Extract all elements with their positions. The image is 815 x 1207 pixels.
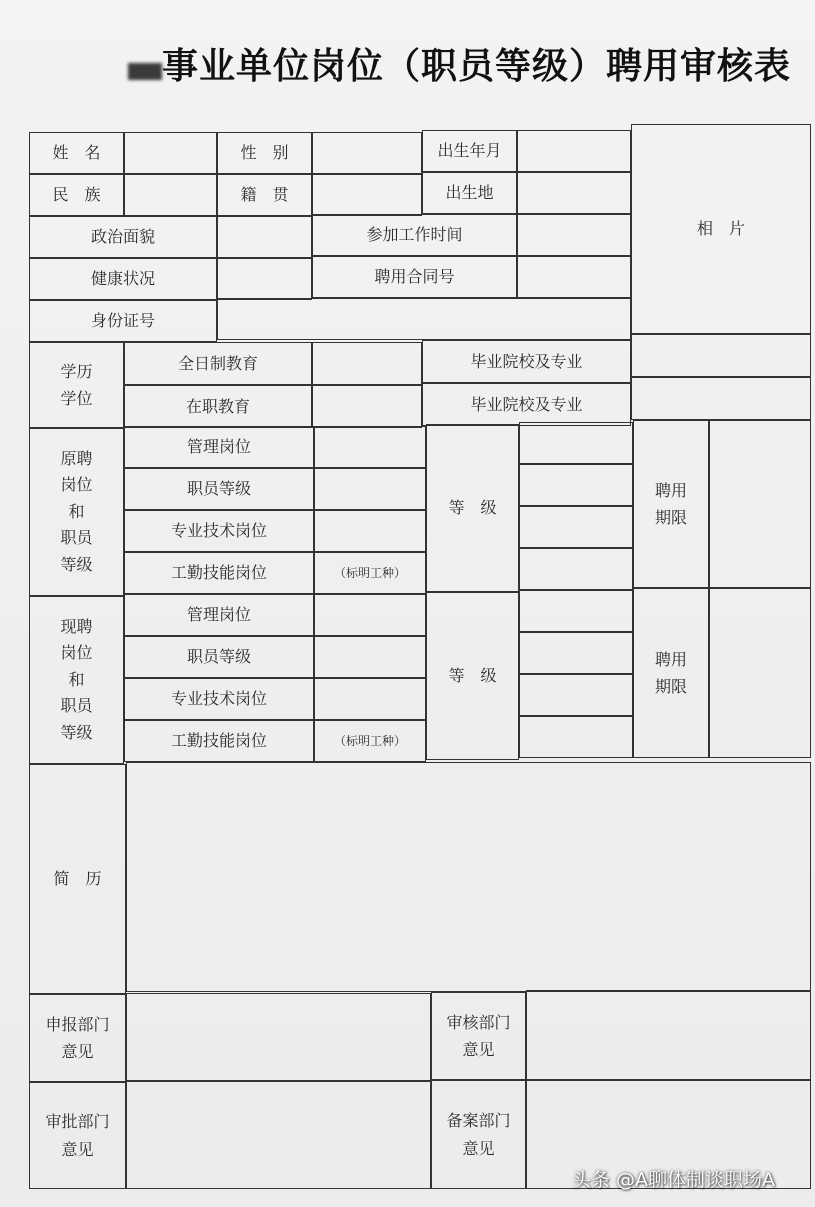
photo-box[interactable] [631, 124, 811, 334]
label-current-post: 现聘 岗位 和 职员 等级 [29, 596, 124, 764]
label-staff-grade-1: 职员等级 [124, 468, 314, 510]
label-approve-dept: 审批部门 意见 [29, 1082, 126, 1189]
label-education: 学历 学位 [29, 342, 124, 428]
field-contract-no[interactable] [517, 256, 631, 298]
field-id-no[interactable] [217, 298, 631, 340]
field-grade-2d[interactable] [519, 716, 633, 758]
label-management-post-2: 管理岗位 [124, 594, 314, 636]
field-staff-grade-1[interactable] [314, 468, 426, 510]
field-management-post-2[interactable] [314, 594, 426, 636]
field-technical-post-1[interactable] [314, 510, 426, 552]
label-record-dept: 备案部门 意见 [431, 1080, 526, 1189]
watermark-text: 头条 @A聊体制谈职场A [572, 1169, 776, 1191]
field-grade-2a[interactable] [519, 590, 633, 632]
field-approve-dept[interactable] [126, 1081, 431, 1189]
field-grade-1c[interactable] [519, 506, 633, 548]
label-photo: 相 片 [696, 219, 745, 239]
label-name: 姓 名 [29, 132, 124, 174]
label-resume: 简 历 [29, 764, 126, 994]
field-management-post-1[interactable] [314, 426, 426, 468]
label-grade-2: 等 级 [426, 592, 519, 760]
label-mark-trade-2: （标明工种） [314, 720, 426, 762]
field-resume[interactable] [126, 762, 811, 992]
label-management-post-1: 管理岗位 [124, 426, 314, 468]
field-ethnicity[interactable] [124, 174, 217, 216]
field-gender[interactable] [312, 132, 422, 174]
label-skilled-post-2: 工勤技能岗位 [124, 720, 314, 762]
field-term-1[interactable] [709, 420, 811, 588]
field-name[interactable] [124, 132, 217, 174]
label-health: 健康状况 [29, 258, 217, 300]
label-contract-no: 聘用合同号 [312, 256, 517, 298]
label-technical-post-1: 专业技术岗位 [124, 510, 314, 552]
label-grade-1: 等 级 [426, 424, 519, 592]
label-skilled-post-1: 工勤技能岗位 [124, 552, 314, 594]
label-graduate-school-2: 毕业院校及专业 [422, 383, 631, 426]
label-report-dept: 申报部门 意见 [29, 994, 126, 1082]
label-term-1: 聘用 期限 [633, 420, 709, 588]
field-graduate-school-2[interactable] [631, 377, 811, 420]
field-grade-2c[interactable] [519, 674, 633, 716]
redacted-mark [128, 63, 162, 80]
field-birth[interactable] [517, 130, 631, 172]
field-native-place[interactable] [312, 174, 422, 216]
field-technical-post-2[interactable] [314, 678, 426, 720]
label-political-status: 政治面貌 [29, 216, 217, 258]
field-graduate-school-1[interactable] [631, 334, 811, 377]
label-graduate-school-1: 毕业院校及专业 [422, 340, 631, 383]
field-staff-grade-2[interactable] [314, 636, 426, 678]
label-inservice-edu: 在职教育 [124, 385, 312, 428]
label-work-start: 参加工作时间 [312, 214, 517, 256]
label-id-no: 身份证号 [29, 300, 217, 342]
field-fulltime-edu[interactable] [312, 342, 422, 385]
label-birth: 出生年月 [422, 130, 517, 172]
label-native-place: 籍 贯 [217, 174, 312, 216]
field-grade-1a[interactable] [519, 422, 633, 464]
label-birthplace: 出生地 [422, 172, 517, 214]
label-mark-trade-1: （标明工种） [314, 552, 426, 594]
field-term-2[interactable] [709, 588, 811, 758]
field-grade-1d[interactable] [519, 548, 633, 590]
field-grade-2b[interactable] [519, 632, 633, 674]
field-health[interactable] [217, 258, 312, 300]
label-technical-post-2: 专业技术岗位 [124, 678, 314, 720]
label-term-2: 聘用 期限 [633, 588, 709, 758]
label-staff-grade-2: 职员等级 [124, 636, 314, 678]
label-fulltime-edu: 全日制教育 [124, 342, 312, 385]
field-review-dept[interactable] [526, 990, 811, 1080]
label-review-dept: 审核部门 意见 [431, 992, 526, 1080]
label-original-post: 原聘 岗位 和 职员 等级 [29, 428, 124, 596]
field-inservice-edu[interactable] [312, 385, 422, 428]
field-birthplace[interactable] [517, 172, 631, 214]
form-title: 事业单位岗位（职员等级）聘用审核表 [162, 46, 792, 87]
label-ethnicity: 民 族 [29, 174, 124, 216]
field-political-status[interactable] [217, 216, 312, 258]
review-form-table [30, 125, 812, 1190]
field-grade-1b[interactable] [519, 464, 633, 506]
label-gender: 性 别 [217, 132, 312, 174]
field-report-dept[interactable] [126, 993, 431, 1081]
field-work-start[interactable] [517, 214, 631, 256]
